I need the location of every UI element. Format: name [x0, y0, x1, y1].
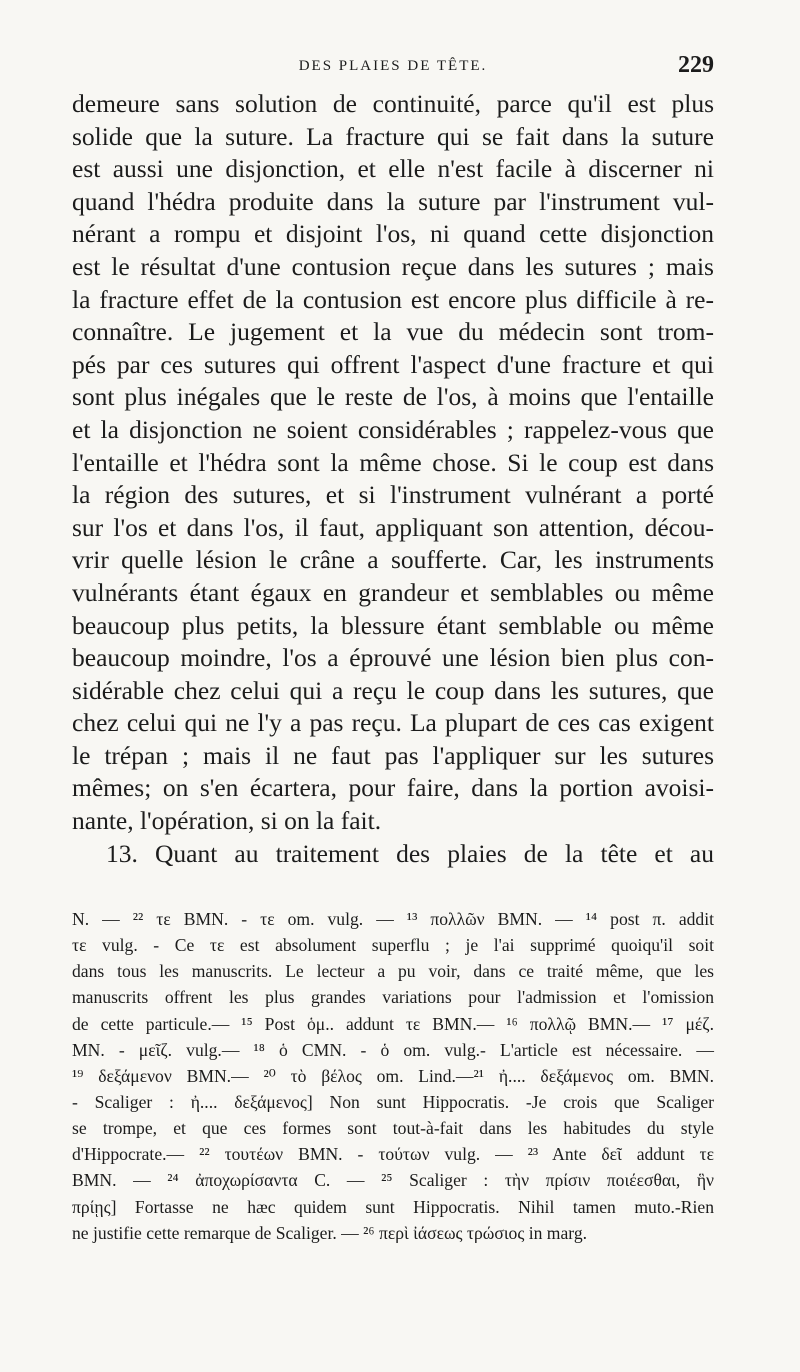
page-header [72, 52, 714, 82]
body-line: mêmes; on s'en écartera, pour faire, dans la portion avoisi- [72, 773, 714, 803]
running-title: DES PLAIES DE TÊTE. [298, 58, 488, 74]
body-line: nérant a rompu et disjoint l'os, ni quand cette disjonction [72, 219, 714, 249]
body-line: le trépan ; mais il ne faut pas l'appliquer sur les sutures [72, 740, 714, 770]
body-line: est aussi une disjonction, et elle n'est facile à discerner ni [72, 154, 714, 184]
footnote-line: MN. - μεῖζ. vulg.— ¹⁸ ὁ CMN. - ὁ om. vulg.- L'article est nécessaire. — [72, 1039, 714, 1060]
body-line: beaucoup moindre, l'os a éprouvé une lésion bien plus con- [72, 643, 714, 673]
footnote-line: τε vulg. - Ce τε est absolument superflu ; je l'ai supprimé quoiqu'il soit [72, 935, 714, 956]
footnote-line: N. — ²² τε BMN. - τε om. vulg. — ¹³ πολλῶν BMN. — ¹⁴ post π. addit [72, 909, 714, 929]
body-line: chez celui qui ne l'y a pas reçu. La plupart de ces cas exigent [72, 708, 714, 738]
body-line: demeure sans solution de continuité, parce qu'il est plus [72, 89, 714, 118]
body-line: quand l'hédra produite dans la suture par l'instrument vul- [72, 186, 714, 216]
body-line: connaître. Le jugement et la vue du médecin sont trom- [72, 317, 714, 347]
body-line: solide que la suture. La fracture qui se fait dans la suture [72, 121, 714, 151]
body-line: vrir quelle lésion le crâne a soufferte. Car, les instruments [72, 545, 714, 575]
footnote-line: - Scaliger : ἠ.... δεξάμενος] Non sunt Hippocratis. -Je crois que Scaliger [72, 1091, 714, 1112]
body-line: et la disjonction ne soient considérables ; rappelez-vous que [72, 414, 714, 444]
body-line: sur l'os et dans l'os, il faut, appliquant son attention, décou- [72, 512, 714, 542]
body-line: la fracture effet de la contusion est encore plus difficile à re- [72, 284, 714, 314]
footnote-line: d'Hippocrate.— ²² τουτέων BMN. - τούτων vulg. — ²³ Ante δεῖ addunt τε [72, 1144, 714, 1165]
body-line: l'entaille et l'hédra sont la même chose. Si le coup est dans [72, 447, 714, 477]
footnote-line: se trompe, et que ces formes sont tout-à-fait dans les habitudes du style [72, 1118, 714, 1139]
body-text [72, 88, 714, 870]
footnote-line: ne justifie cette remarque de Scaliger. — ²⁶ περὶ ἰάσεως τρώσιος in marg. [72, 1222, 588, 1243]
section-13-start: 13. Quant au traitement des plaies de la tête et au [106, 838, 714, 868]
footnote-line: πρίῃς] Fortasse ne hæc quidem sunt Hippocratis. Nihil tamen muto.-Rien [72, 1196, 714, 1217]
footnote-line: de cette particule.— ¹⁵ Post ὁμ.. addunt τε BMN.— ¹⁶ πολλῷ BMN.— ¹⁷ μέζ. [72, 1013, 714, 1034]
body-line: sont plus inégales que le reste de l'os, à moins que l'entaille [72, 382, 714, 412]
footnote-line: BMN. — ²⁴ ἀποχωρίσαντα C. — ²⁵ Scaliger : τὴν πρίσιν ποιέεσθαι, ἣν [72, 1170, 714, 1191]
body-line: pés par ces sutures qui offrent l'aspect d'une fracture et qui [72, 349, 714, 379]
body-line: vulnérants étant égaux en grandeur et semblables ou même [72, 577, 714, 607]
body-line: beaucoup plus petits, la blessure étant semblable ou même [72, 610, 714, 640]
page-number: 229 [678, 52, 714, 78]
footnotes [72, 906, 714, 1246]
body-line: la région des sutures, et si l'instrument vulnérant a porté [72, 480, 714, 510]
footnote-line: ¹⁹ δεξάμενον BMN.— ²⁰ τὸ βέλος om. Lind.—²¹ ἠ.... δεξάμενος om. BMN. [72, 1065, 714, 1086]
footnote-line: dans tous les manuscrits. Le lecteur a pu voir, dans ce traité même, que les [72, 961, 714, 982]
body-line: est le résultat d'une contusion reçue dans les sutures ; mais [72, 251, 714, 281]
body-line: nante, l'opération, si on la fait. [72, 806, 382, 836]
footnote-line: manuscrits offrent les plus grandes variations pour l'admission et l'omission [72, 987, 714, 1008]
body-line: sidérable chez celui qui a reçu le coup dans les sutures, que [72, 675, 714, 705]
